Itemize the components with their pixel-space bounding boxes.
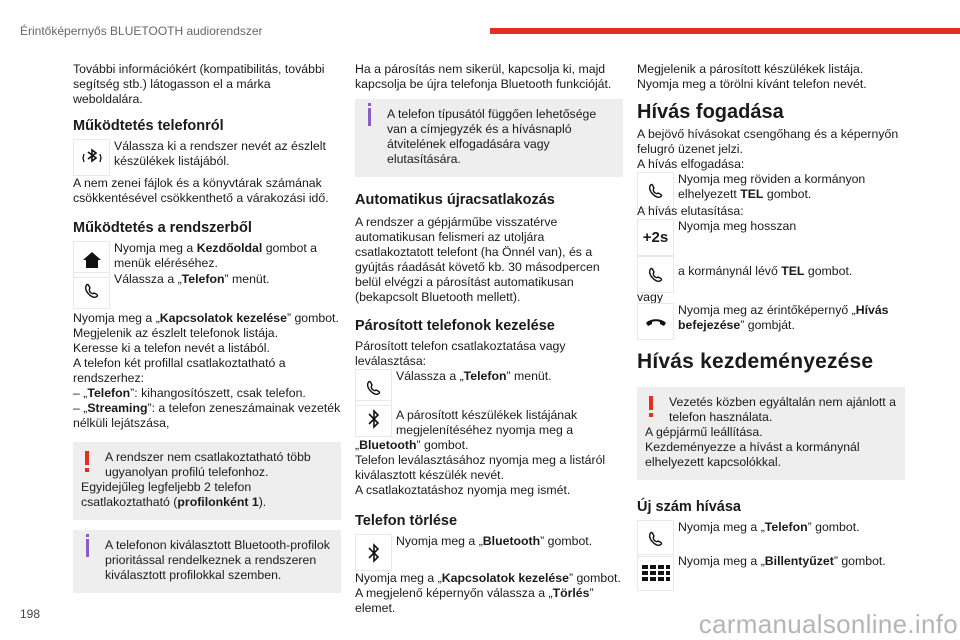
step-keypad-button: [637, 554, 905, 591]
page-number: 198: [20, 607, 41, 621]
heading-paired-phones: Párosított telefonok kezelése: [355, 318, 555, 334]
paragraph: A csatlakoztatáshoz nyomja meg ismét.: [355, 483, 571, 497]
paragraph: Nyomja meg a „Kapcsolatok kezelése” gombot.: [355, 571, 621, 585]
heading-system-operation: Működtetés a rendszerből: [73, 220, 252, 236]
step-reject-long-press: [637, 219, 905, 256]
paragraph: A telefon két profillal csatlakoztatható a rendszerhez:: [73, 356, 286, 385]
step-bluetooth-button: [355, 534, 623, 571]
bluetooth-search-icon: [73, 139, 110, 176]
step-text: Válassza ki a rendszer nevét az észlelt készülékek listájából.: [114, 139, 326, 168]
step-text: Nyomja meg a „Telefon” gombot.: [678, 520, 860, 534]
watermark: carmanualsonline.info: [698, 609, 958, 639]
paragraph: Keresse ki a telefon nevét a listából.: [73, 341, 270, 355]
warning-icon: [649, 396, 654, 410]
list-item: – „Streaming”: a telefon zeneszámainak vezeték nélküli lejátszása,: [73, 401, 341, 430]
step-text: Nyomja meg a „Billentyűzet” gombot.: [678, 554, 886, 568]
info-note: [355, 99, 623, 177]
heading-delete-phone: Telefon törlése: [355, 513, 458, 529]
heading-make-call: Hívás kezdeményezése: [637, 350, 874, 373]
step-text: A párosított készülékek listájának megjelenítéséhez nyomja meg a: [396, 408, 578, 437]
warning-note: [637, 387, 905, 480]
heading-auto-reconnect: Automatikus újracsatlakozás: [355, 192, 555, 208]
info-icon: [85, 539, 90, 557]
intro-paragraph: További információkért (kompatibilitás, további segítség stb.) látogasson el a márka weboldalára.: [73, 62, 325, 106]
column-2: [355, 62, 623, 616]
heading-new-number: Új szám hívása: [637, 499, 741, 515]
header-title: Érintőképernyős BLUETOOTH audiorendszer: [20, 24, 263, 38]
step-tel-button: [637, 256, 905, 293]
paragraph: A bejövő hívásokat csengőhang és a képernyőn felugró üzenet jelzi.: [637, 127, 899, 156]
step-text: Nyomja meg a Kezdőoldal gombot a menük eléréséhez.: [114, 241, 317, 270]
paragraph: Megjelenik az észlelt telefonok listája.: [73, 326, 279, 340]
list-item: – „Telefon”: kihangosítószett, csak telefon.: [73, 386, 306, 400]
phone-handset-icon: [637, 520, 674, 557]
note-text: Vezetés közben egyáltalán nem ajánlott a telefon használata.: [669, 395, 896, 424]
note-text: A rendszer nem csatlakoztatható több ugyanolyan profilú telefonhoz.: [105, 450, 311, 479]
keypad-icon: [637, 554, 674, 591]
paragraph: Nyomja meg a „Kapcsolatok kezelése” gombot.: [73, 311, 339, 325]
step-telefon-menu: [73, 272, 341, 309]
step-text: Válassza a „Telefon” menüt.: [114, 272, 270, 286]
paragraph: Telefon leválasztásához nyomja meg a listáról kiválasztott készülék nevét.: [355, 453, 606, 482]
intro-paragraph: Megjelenik a párosított készülékek listája. Nyomja meg a törölni kívánt telefon nevét.: [637, 62, 867, 91]
column-1: [73, 62, 341, 593]
long-press-icon: +2s: [637, 219, 674, 256]
warning-note: [73, 442, 341, 520]
header-accent-bar: [490, 28, 960, 34]
info-note: [73, 530, 341, 593]
heading-phone-operation: Működtetés telefonról: [73, 118, 224, 134]
paragraph: Párosított telefon csatlakoztatása vagy leválasztása:: [355, 339, 566, 368]
info-icon: [367, 108, 372, 126]
step-bluetooth-list: [355, 400, 623, 438]
paragraph: A megjelenő képernyőn válassza a „Törlés” elemet.: [355, 586, 594, 615]
bluetooth-icon: [355, 400, 392, 437]
note-text: A gépjármű leállítása.: [645, 425, 763, 439]
note-text: A telefon típusától függően lehetősége van a címjegyzék és a hívásnapló átvitelének elfogadására vagy elutasítására.: [387, 107, 597, 166]
note-text: Kezdeményezze a hívást a kormánynál elhelyezett kapcsolókkal.: [645, 440, 860, 469]
note-text: Egyidejűleg legfeljebb 2 telefon csatlakoztatható (profilonként 1).: [81, 480, 267, 509]
step-text: Nyomja meg hosszan: [678, 219, 797, 233]
intro-paragraph: Ha a párosítás nem sikerül, kapcsolja ki, majd kapcsolja be újra telefonja Bluetooth funkcióját.: [355, 62, 612, 91]
step-select-system: [73, 139, 341, 176]
step-text: Nyomja meg az érintőképernyő „Hívás befejezése” gombját.: [678, 303, 889, 332]
paragraph: A hívás elfogadása:: [637, 157, 745, 171]
bluetooth-icon: [355, 534, 392, 571]
heading-receive-call: Hívás fogadása: [637, 101, 784, 123]
step-text: Nyomja meg röviden a kormányon elhelyezett TEL gombot.: [678, 172, 866, 201]
hang-up-icon: [637, 303, 674, 340]
step-text: Válassza a „Telefon” menüt.: [396, 369, 552, 383]
paragraph: A nem zenei fájlok és a könyvtárak számának csökkentésével csökkenthető a várakozási idő.: [73, 176, 329, 205]
warning-icon: [85, 451, 90, 465]
paragraph: A rendszer a gépjárműbe visszatérve automatikusan felismeri az utoljára csatlakoztatott telefont (ha Önnél van), és a gyújtás ráadását követő kb. 30 másodpercen belül elvégzi a párosítást automatikusan (bekapcsolt Bluetooth mellett).: [355, 215, 600, 304]
paragraph: vagy: [637, 290, 663, 304]
step-end-call: [637, 303, 905, 340]
note-text: A telefonon kiválasztott Bluetooth-profilok prioritással rendelkeznek a rendszeren kiválasztott profilokkal szemben.: [105, 538, 330, 582]
paragraph: A hívás elutasítása:: [637, 204, 744, 218]
step-telefon-button: [637, 520, 905, 557]
phone-handset-icon: [73, 272, 110, 309]
phone-handset-icon: [637, 256, 674, 293]
step-text: a kormánynál lévő TEL gombot.: [678, 264, 853, 278]
column-3: [637, 62, 905, 591]
paragraph: „Bluetooth” gombot.: [355, 438, 469, 452]
step-text: Nyomja meg a „Bluetooth” gombot.: [396, 534, 593, 548]
